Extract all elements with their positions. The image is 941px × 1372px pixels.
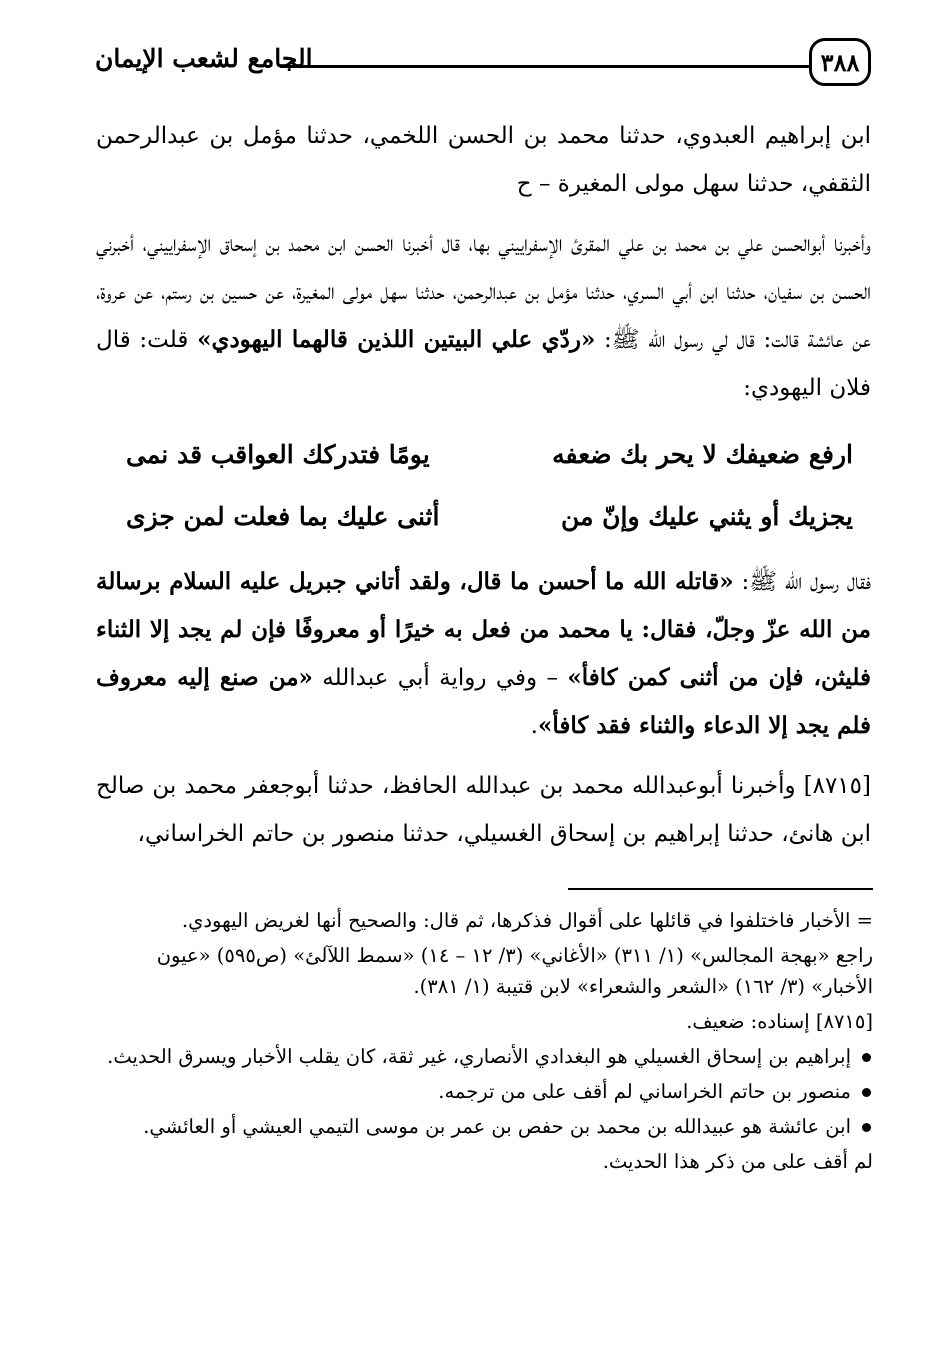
paragraph-4 bbox=[96, 762, 871, 858]
paragraph-3-text-a: فقال رسول الله ﷺ: bbox=[733, 569, 871, 595]
footnote-hadith-number: [٨٧١٥] bbox=[815, 1010, 873, 1033]
footnote-isnad-text: إسناده: ضعيف. bbox=[686, 1010, 816, 1033]
footnote-bullet-text: منصور بن حاتم الخراساني لم أقف على من ترجمه. bbox=[438, 1080, 851, 1103]
footnote-bullet-item bbox=[96, 1076, 873, 1107]
footnote-bullet-item bbox=[96, 1041, 873, 1072]
footnote-references: راجع «بهجة المجالس» (١/ ٣١١) «الأغاني» (٣/ ١٢ – ١٤) «سمط اللآلئ» (ص٥٩٥) «عيون الأخبار» (٣/ ١٦٢) «الشعر والشعراء» لابن قتيبة (١/ ٣٨١). bbox=[156, 944, 873, 998]
verse-2-second-hemistich: أثنى عليك بما فعلت لمن جزى bbox=[126, 502, 440, 531]
paragraph-3 bbox=[96, 558, 871, 750]
footnote-continuation: = الأخبار فاختلفوا في قائلها على أقوال فذكرها، ثم قال: والصحيح أنها لغريض اليهودي. bbox=[181, 909, 873, 932]
header-rule bbox=[280, 65, 809, 68]
verse-1-first-hemistich: ارفع ضعيفك لا يحر بك ضعفه bbox=[552, 440, 853, 469]
paragraph-2-text-b: قلت: قال فلان اليهودي: bbox=[96, 327, 871, 401]
hadith-quote-3: «من صنع إليه معروف فلم يجد إلا الدعاء والثناء فقد كافأ» bbox=[96, 664, 871, 739]
poem bbox=[96, 424, 871, 548]
bullet-icon bbox=[862, 1053, 871, 1062]
running-title: الجامع لشعب الإيمان bbox=[95, 44, 313, 73]
hadith-number: [٨٧١٥] bbox=[803, 773, 871, 799]
page-number: ٣٨٨ bbox=[809, 38, 871, 86]
footnote-bullet-text: إبراهيم بن إسحاق الغسيلي هو البغدادي الأنصاري، غير ثقة، كان يقلب الأخبار ويسرق الحديث. bbox=[107, 1045, 851, 1068]
hadith-quote-1: «ردّي علي البيتين اللذين قالهما اليهودي» bbox=[197, 326, 596, 353]
verse-2-first-hemistich: يجزيك أو يثني عليك وإنّ من bbox=[561, 502, 853, 531]
paragraph-2-text-a: وأخبرنا أبوالحسن علي بن محمد بن علي المقرئ الإسفراييني بها، قال أخبرنا الحسن ابن محمد بن إسحاق الإسفراييني، أخبرني الحسن بن سفيان، حدثنا ابن أبي السري، حدثنا مؤمل بن عبدالرحمن، حدثنا سهل مولى المغيرة، عن حسين بن رستم، عن عروة، عن عائشة قالت: قال لي رسول الله ﷺ: bbox=[96, 231, 871, 353]
paragraph-3-text-b: – وفي رواية أبي عبدالله bbox=[312, 665, 568, 691]
footnote-conclusion: لم أقف على من ذكر هذا الحديث. bbox=[602, 1150, 873, 1173]
footnote-bullet-item bbox=[96, 1111, 873, 1142]
main-text bbox=[96, 112, 871, 870]
paragraph-2 bbox=[96, 220, 871, 412]
hadith-quote-2: «قاتله الله ما أحسن ما قال، ولقد أتاني جبريل عليه السلام برسالة من الله عزّ وجلّ، فقال: يا محمد من فعل به خيرًا أو معروفًا فإن لم يجد إلا الثناء فليثن، فإن من أثنى كمن كافأ» bbox=[96, 568, 871, 691]
verse-1-second-hemistich: يومًا فتدركك العواقب قد نمى bbox=[126, 440, 430, 469]
paragraph-1: ابن إبراهيم العبدوي، حدثنا محمد بن الحسن اللخمي، حدثنا مؤمل بن عبدالرحمن الثقفي، حدثنا سهل مولى المغيرة – ح bbox=[96, 123, 871, 197]
page-header bbox=[95, 38, 871, 98]
footnotes bbox=[96, 905, 873, 1181]
footnote-separator bbox=[568, 888, 873, 890]
verse-1 bbox=[96, 424, 871, 486]
paragraph-3-text-c: . bbox=[530, 713, 538, 739]
bullet-icon bbox=[862, 1123, 871, 1132]
bullet-icon bbox=[862, 1088, 871, 1097]
paragraph-4-text: وأخبرنا أبوعبدالله محمد بن عبدالله الحافظ، حدثنا أبوجعفر محمد بن صالح ابن هانئ، حدثنا إبراهيم بن إسحاق الغسيلي، حدثنا منصور بن حاتم الخراساني، bbox=[96, 773, 871, 847]
verse-2 bbox=[96, 486, 871, 548]
footnote-isnad bbox=[96, 1006, 873, 1037]
footnote-bullet-text: ابن عائشة هو عبيدالله بن محمد بن حفص بن عمر بن موسى التيمي العيشي أو العائشي. bbox=[143, 1115, 851, 1138]
